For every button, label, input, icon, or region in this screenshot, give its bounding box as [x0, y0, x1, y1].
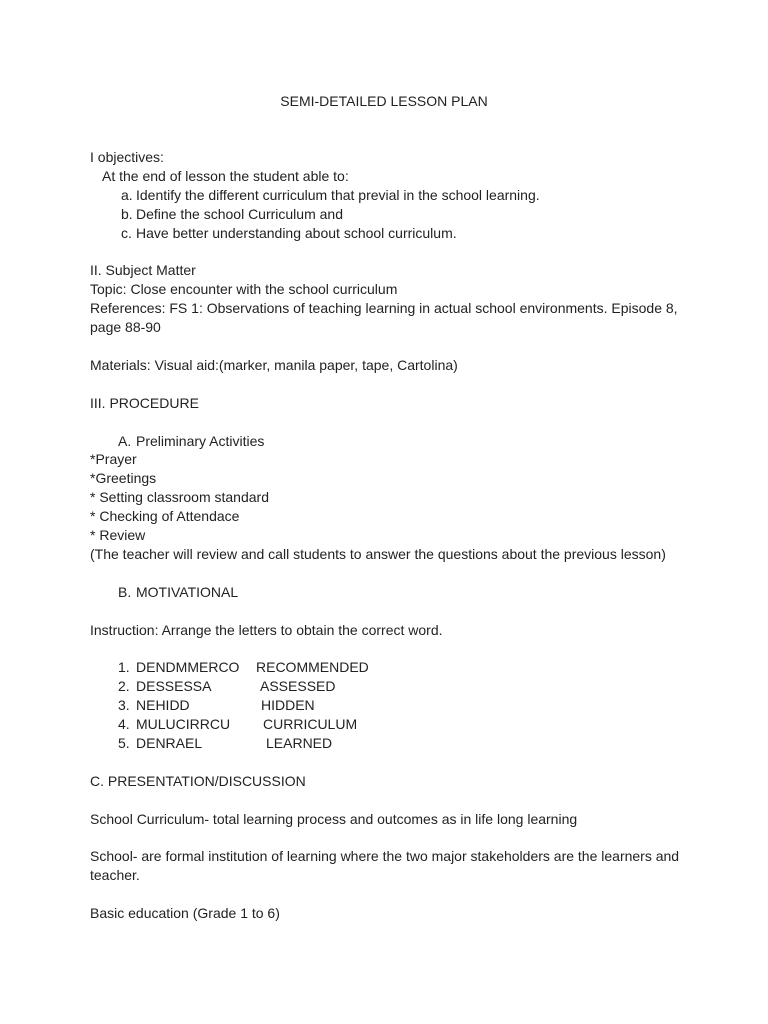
presentation-paragraph: School Curriculum- total learning process and outcomes as in life long learning	[90, 810, 578, 827]
objective-marker: a.	[121, 186, 133, 203]
objective-text: Have better understanding about school curriculum.	[136, 224, 457, 241]
word-item	[90, 734, 680, 753]
word-item	[90, 677, 680, 696]
word-marker: 3.	[118, 697, 130, 714]
preliminary-marker: A.	[118, 432, 132, 449]
preliminary-heading	[90, 432, 680, 451]
materials-line: Materials: Visual aid:(marker, manila paper, tape, Cartolina)	[90, 356, 458, 373]
references-line: References: FS 1: Observations of teaching learning in actual school environments. Episode 8, page 88-90	[90, 300, 678, 336]
objective-text: Identify the different curriculum that previal in the school learning.	[136, 186, 540, 203]
answer-word: CURRICULUM	[263, 716, 358, 733]
answer-word: LEARNED	[266, 734, 333, 751]
scrambled-word: DESSESSA	[136, 678, 212, 695]
preliminary-label: Preliminary Activities	[136, 432, 265, 449]
word-marker: 1.	[118, 659, 130, 676]
objective-text: Define the school Curriculum and	[136, 205, 343, 222]
scrambled-word: DENRAEL	[136, 734, 203, 751]
objective-marker: b.	[121, 205, 133, 222]
procedure-heading: III. PROCEDURE	[90, 394, 199, 411]
subject-matter-heading: II. Subject Matter	[90, 262, 196, 279]
page-title: SEMI-DETAILED LESSON PLAN	[280, 93, 488, 109]
presentation-paragraph: Basic education (Grade 1 to 6)	[90, 905, 280, 922]
activity-line: * Setting classroom standard	[90, 489, 269, 506]
activity-line: * Review	[90, 527, 146, 544]
word-item	[90, 715, 680, 734]
answer-word: HIDDEN	[261, 697, 315, 714]
instruction-line: Instruction: Arrange the letters to obtain the correct word.	[90, 621, 443, 638]
word-item	[90, 696, 680, 715]
document-body	[90, 148, 680, 923]
answer-word: RECOMMENDED	[256, 659, 369, 676]
presentation-heading: C. PRESENTATION/DISCUSSION	[90, 772, 306, 789]
motivational-marker: B.	[118, 583, 132, 600]
objectives-heading: I objectives:	[90, 149, 164, 165]
activity-line: (The teacher will review and call students to answer the questions about the previous lesson)	[90, 545, 666, 562]
scrambled-word: DENDMMERCO	[136, 659, 240, 676]
activity-line: * Checking of Attendace	[90, 508, 240, 525]
scrambled-word: MULUCIRRCU	[136, 716, 231, 733]
motivational-heading	[90, 583, 680, 602]
topic-line: Topic: Close encounter with the school curriculum	[90, 281, 398, 298]
activity-line: *Prayer	[90, 451, 137, 468]
word-marker: 2.	[118, 678, 130, 695]
word-marker: 5.	[118, 734, 130, 751]
scrambled-word: NEHIDD	[136, 697, 190, 714]
motivational-label: MOTIVATIONAL	[136, 583, 239, 600]
objective-item	[90, 224, 680, 243]
objectives-intro: At the end of lesson the student able to:	[102, 167, 349, 184]
objective-item	[90, 186, 680, 205]
answer-word: ASSESSED	[260, 678, 336, 695]
objective-item	[90, 205, 680, 224]
objective-marker: c.	[121, 224, 132, 241]
activity-line: *Greetings	[90, 470, 157, 487]
word-marker: 4.	[118, 716, 130, 733]
word-item	[90, 658, 680, 677]
presentation-paragraph: School- are formal institution of learning where the two major stakeholders are the learners and teacher.	[90, 848, 680, 884]
